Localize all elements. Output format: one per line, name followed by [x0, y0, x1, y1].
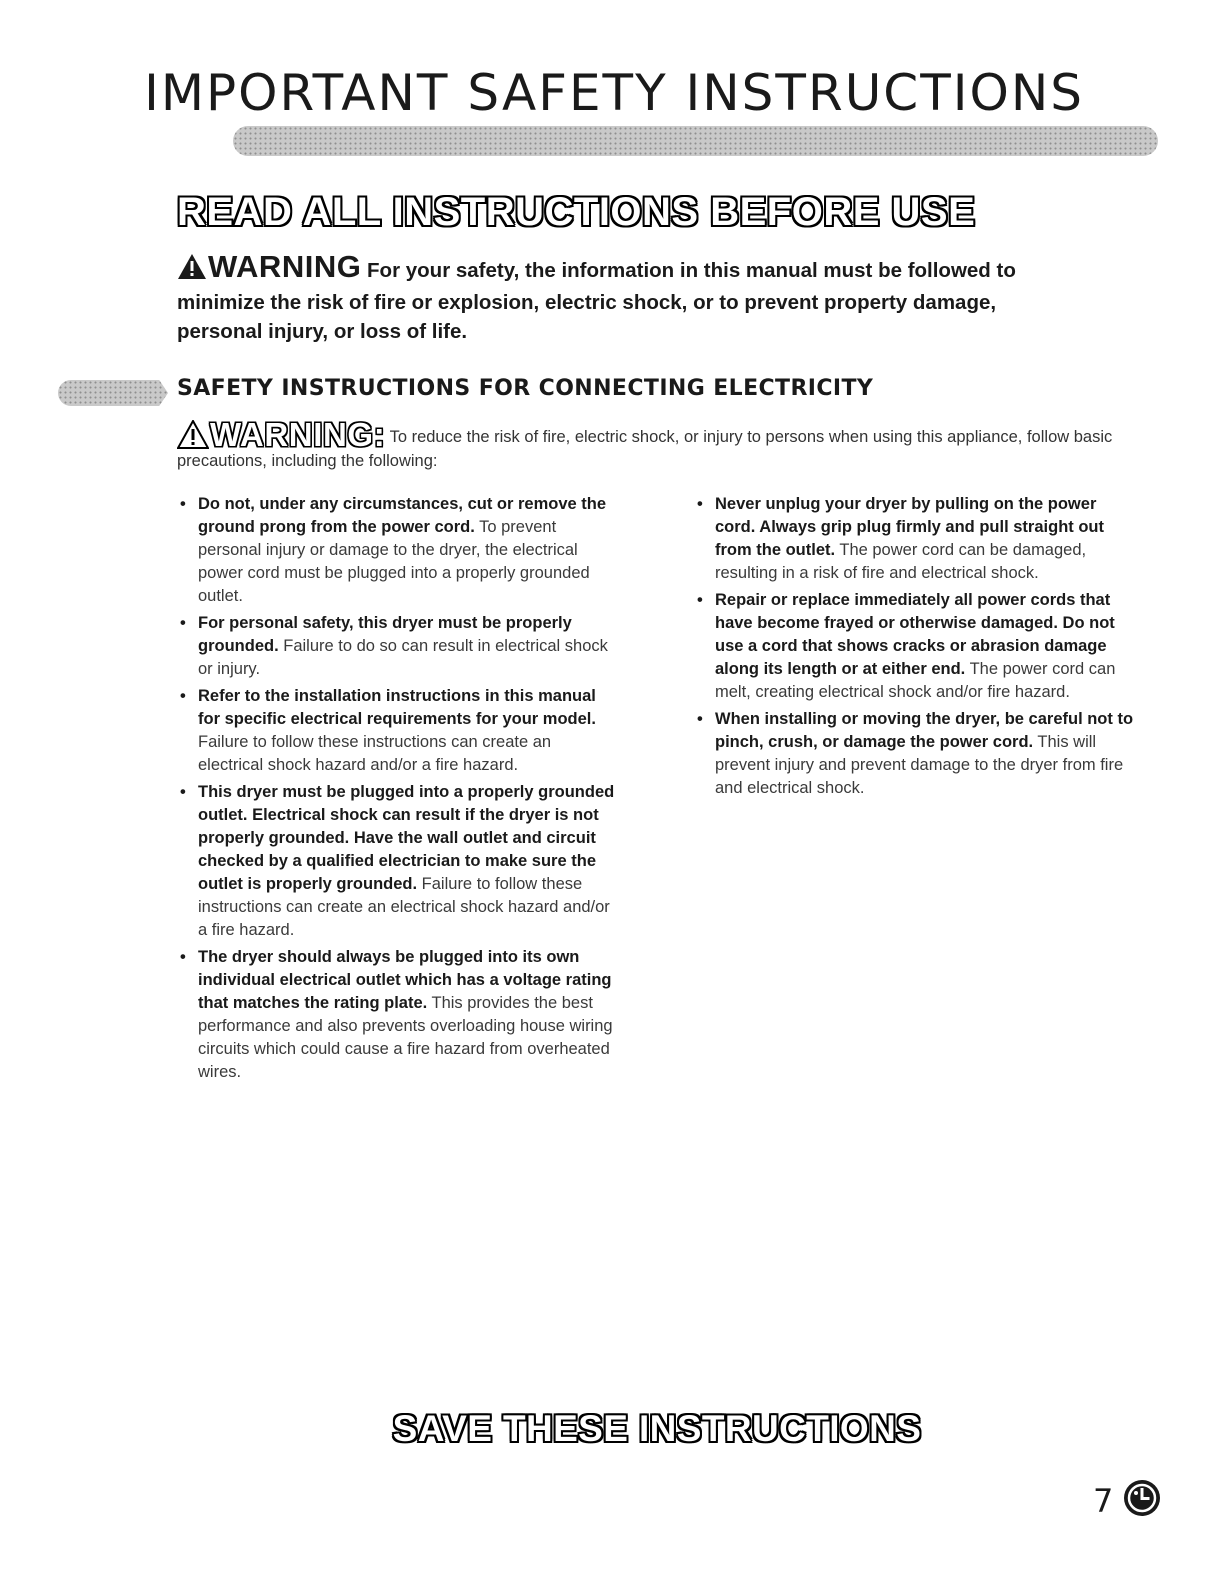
bullet-icon: •	[180, 687, 186, 705]
page-title: IMPORTANT SAFETY INSTRUCTIONS	[144, 64, 1084, 122]
item-text: The power cord can be damaged, resulting in a risk of fire and electrical shock.	[715, 541, 1087, 582]
list-item	[695, 589, 1135, 704]
item-text: To prevent personal injury or damage to the dryer, the electrical power cord must be plugged into a properly grounded outlet.	[198, 518, 590, 605]
left-instruction-list	[178, 493, 618, 1088]
bullet-icon: •	[180, 948, 186, 966]
bullet-icon: •	[697, 710, 703, 728]
list-item	[178, 946, 618, 1084]
list-item	[178, 781, 618, 942]
header-dotted-band	[233, 126, 1158, 156]
lg-logo-icon	[1122, 1478, 1162, 1518]
item-bold: When installing or moving the dryer, be careful not to pinch, crush, or damage the power cord.	[715, 710, 1134, 751]
page-header	[0, 62, 1224, 124]
list-item	[178, 685, 618, 777]
item-text: This will prevent injury and prevent damage to the dryer from fire and electrical shock.	[715, 733, 1124, 797]
item-bold: For personal safety, this dryer must be properly grounded.	[198, 614, 572, 655]
bullet-icon: •	[697, 591, 703, 609]
item-text: Failure to follow these instructions can create an electrical shock hazard and/or a fire hazard.	[198, 733, 552, 774]
section-dotted-marker	[58, 380, 168, 406]
section-title: SAFETY INSTRUCTIONS FOR CONNECTING ELECTRICITY	[177, 376, 874, 401]
right-instruction-list	[695, 493, 1135, 804]
read-all-heading: READ ALL INSTRUCTIONS BEFORE USE	[177, 190, 976, 234]
item-text: Failure to do so can result in electrical shock or injury.	[198, 637, 608, 678]
list-item	[178, 493, 618, 608]
bullet-icon: •	[180, 614, 186, 632]
list-item	[695, 493, 1135, 585]
item-bold: Repair or replace immediately all power cords that have become frayed or otherwise damaged. Do not use a cord that shows cracks or abrasion damage along its length or at either end.	[715, 591, 1115, 678]
bullet-icon: •	[180, 495, 186, 513]
item-text: The power cord can melt, creating electrical shock and/or fire hazard.	[715, 660, 1116, 701]
list-item	[178, 612, 618, 681]
item-bold: This dryer must be plugged into a properly grounded outlet. Electrical shock can result if the dryer is not properly grounded. Have the wall outlet and circuit checked by a qualified electrician to make sure the outlet is properly grounded.	[198, 783, 615, 893]
bullet-icon: •	[180, 783, 186, 801]
item-text: This provides the best performance and also prevents overloading house wiring circuits which could cause a fire hazard from overheated wires.	[198, 994, 613, 1081]
item-text: Failure to follow these instructions can create an electrical shock hazard and/or a fire hazard.	[198, 875, 610, 939]
warning-word: WARNING	[208, 249, 362, 284]
item-bold: Refer to the installation instructions in this manual for specific electrical requirements for your model.	[198, 687, 596, 728]
main-warning	[177, 249, 1077, 346]
section-warning-word: WARNING:	[210, 416, 386, 453]
warning-triangle-icon	[177, 253, 207, 288]
item-bold: The dryer should always be plugged into its own individual electrical outlet which has a voltage rating that matches the rating plate.	[198, 948, 612, 1012]
bullet-icon: •	[697, 495, 703, 513]
section-warning-text: To reduce the risk of fire, electric shock, or injury to persons when using this appliance, follow basic precautions, including the following:	[177, 428, 1113, 470]
list-item	[695, 708, 1135, 800]
warning-triangle-icon	[177, 420, 209, 455]
save-instructions-heading: SAVE THESE INSTRUCTIONS	[392, 1408, 922, 1449]
item-bold: Do not, under any circumstances, cut or remove the ground prong from the power cord.	[198, 495, 607, 536]
section-warning	[177, 416, 1122, 476]
main-warning-text: For your safety, the information in this manual must be followed to minimize the risk of fire or explosion, electric shock, or to prevent property damage, personal injury, or loss of life.	[177, 259, 1016, 343]
item-bold: Never unplug your dryer by pulling on the power cord. Always grip plug firmly and pull straight out from the outlet.	[715, 495, 1104, 559]
page-number: 7	[1093, 1482, 1114, 1520]
